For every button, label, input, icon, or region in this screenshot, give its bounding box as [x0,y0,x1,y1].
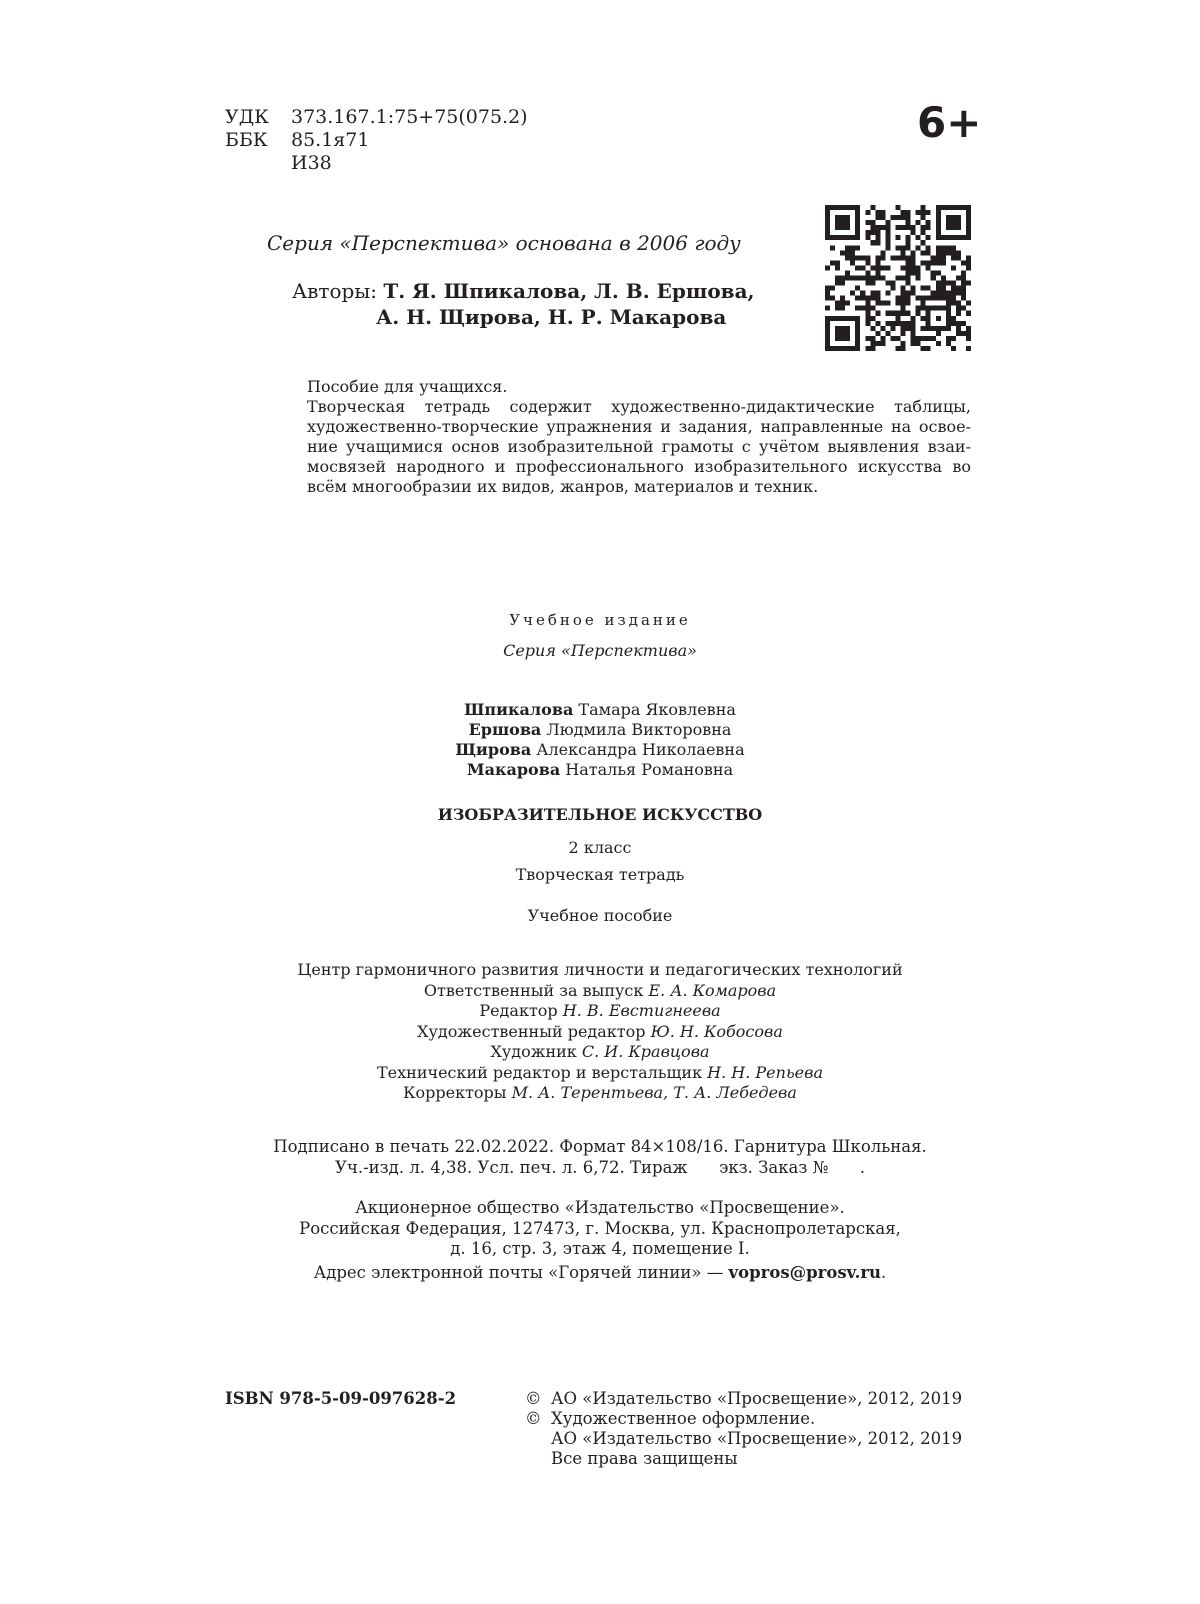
copyright-block: © АО «Издательство «Просвещение», 2012, 2019 © Художественное оформление. АО «Издательство «Просвещение», 2012, 2019 Все права защищены [525,1389,963,1468]
print-line-1: Подписано в печать 22.02.2022. Формат 84×108/16. Гарнитура Школьная. [273,1137,927,1156]
authors-line-2: А. Н. Щирова, Н. Р. Макарова [376,305,727,329]
library-codes [225,106,528,175]
authors-line-1: Т. Я. Шпикалова, Л. В. Ершова, [383,279,755,303]
staff-row: Редактор Н. В. Евстигнеева [479,1001,721,1020]
staff-row: Корректоры М. А. Терентьева, Т. А. Лебедева [403,1083,797,1102]
person-row: Шпикалова Тамара Яковлевна [464,700,736,719]
print-info [0,1137,1200,1178]
copyright-icon: © [525,1409,542,1428]
person-row: Ершова Людмила Викторовна [468,720,732,739]
publisher-line-1: Акционерное общество «Издательство «Просвещение». [355,1198,845,1217]
udk-value: 373.167.1:75+75(075.2) [291,106,528,128]
publisher-line-2: Российская Федерация, 127473, г. Москва, ул. Краснопролетарская, [299,1218,901,1238]
book-type: Учебное пособие [527,906,673,925]
staff-row: Художественный редактор Ю. Н. Кобосова [417,1021,783,1041]
edition-series: Серия «Перспектива» [503,641,697,660]
authors-block [292,278,755,330]
staff-credits [0,960,1200,1104]
annotation-text: Творческая тетрадь содержит художественно-дидактические таблицы, художественно-творческие упражнения и задания, направленные на освоение учащимися основ изобразительной грамоты с учётом выявления взаимосвязей народного и профессионального изобразительного искусства во всём многообразии их видов, жанров, материалов и техник. [307,397,971,496]
series-founded: Серия «Перспектива» основана в 2006 году [267,231,741,255]
copyright-icon: © [525,1389,542,1408]
print-line-2: Уч.-изд. л. 4,38. Усл. печ. л. 6,72. Тираж экз. Заказ № . [335,1157,865,1177]
person-row: Щирова Александра Николаевна [455,740,745,759]
grade: 2 класс [568,838,632,857]
annotation-intro: Пособие для учащихся. [307,377,508,396]
publisher-info [0,1198,1200,1260]
authors-full-names [0,700,1200,780]
publisher-line-3: д. 16, стр. 3, этаж 4, помещение I. [450,1239,750,1258]
staff-row: Ответственный за выпуск Е. А. Комарова [423,980,777,1000]
center-name: Центр гармоничного развития личности и педагогических технологий [297,960,903,979]
age-rating: 6+ [917,98,982,147]
staff-row: Художник С. И. Кравцова [490,1042,710,1061]
staff-row: Технический редактор и верстальщик Н. Н. Репьева [377,1062,823,1082]
bbk-value: 85.1я71 [291,129,370,151]
annotation [279,377,971,497]
bbk-label: ББК [225,129,268,151]
email-link[interactable]: vopros@prosv.ru [728,1263,882,1282]
subject-title: ИЗОБРАЗИТЕЛЬНОЕ ИСКУССТВО [437,805,763,824]
hotline-email: Адрес электронной почты «Горячей линии» — vopros@prosv.ru. [313,1263,887,1282]
book-kind: Творческая тетрадь [515,865,685,884]
edition-type: Учебное издание [509,611,691,629]
isbn: ISBN 978-5-09-097628-2 [225,1389,457,1408]
author-mark: И38 [291,152,332,174]
qr-code-icon [825,205,971,351]
authors-label: Авторы: [292,279,377,303]
udk-label: УДК [225,106,269,128]
person-row: Макарова Наталья Романовна [466,760,734,779]
